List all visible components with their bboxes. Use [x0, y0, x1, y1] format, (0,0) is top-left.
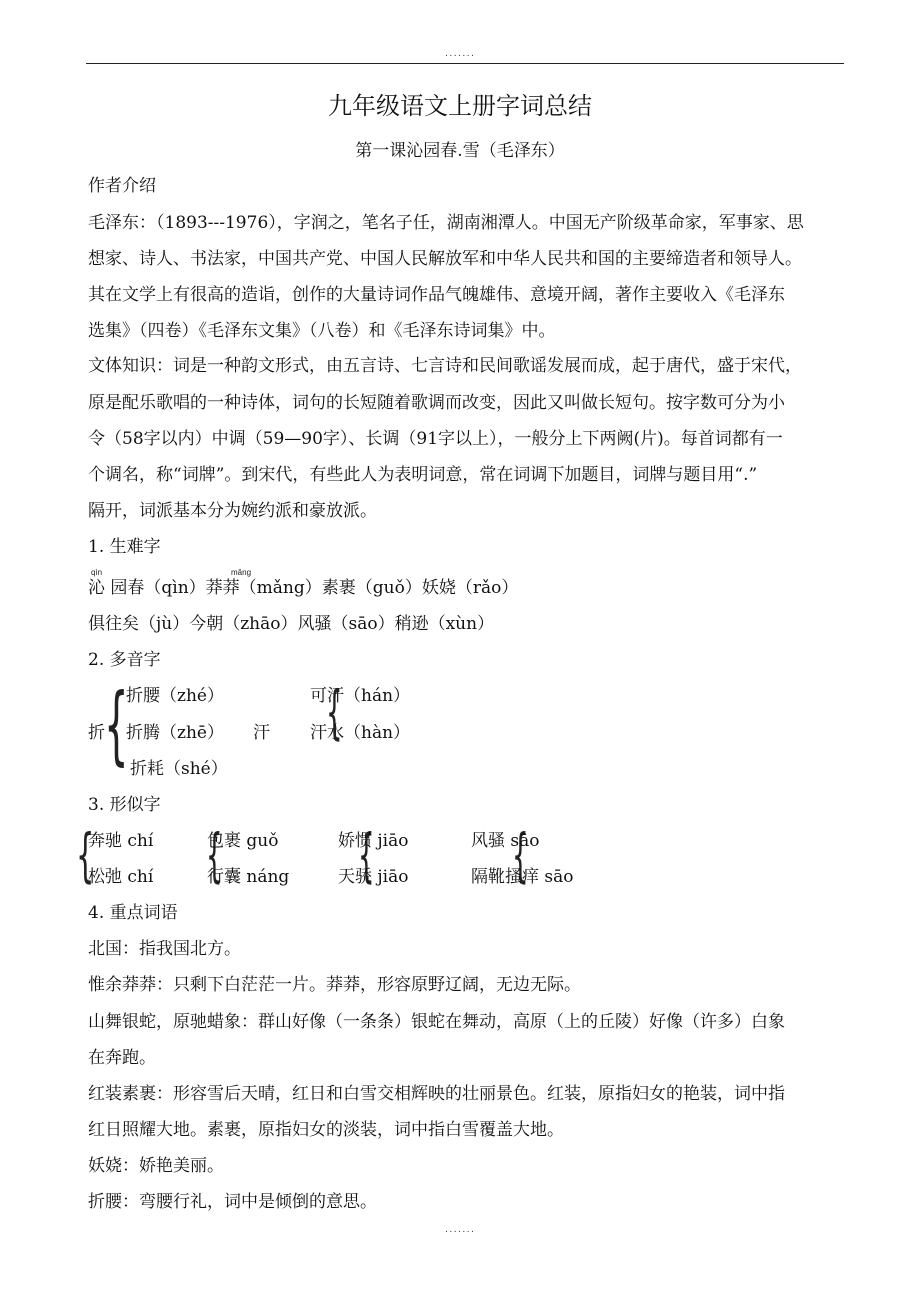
brace-group-3: {	[358, 821, 375, 889]
section4-heading: 4. 重点词语	[88, 903, 178, 923]
term-line-8: 折腰：弯腰行礼，词中是倾倒的意思。	[88, 1192, 377, 1212]
polyphone-han-head: 汗	[253, 723, 270, 743]
header-rule	[86, 63, 844, 64]
section3-heading: 3. 形似字	[88, 795, 161, 815]
section1-line-1: 沁 园春（qìn）莽莽（mǎng）素裹（guǒ）妖娆（rǎo）	[88, 578, 519, 598]
footer-dots: ·······	[444, 1226, 476, 1237]
author-line-3: 其在文学上有很高的造诣，创作的大量诗词作品气魄雄伟、意境开阔，著作主要收入《毛泽东	[88, 285, 785, 305]
similar-group1-b: 松弛 chí	[88, 867, 154, 887]
term-line-5: 红装素裹：形容雪后天晴，红日和白雪交相辉映的壮丽景色。红装，原指妇女的艳装，词中指	[88, 1084, 785, 1104]
polyphone-zhe-1: 折腰（zhé）	[126, 686, 224, 706]
author-heading: 作者介绍	[88, 176, 156, 196]
similar-group3-a: 娇惯 jiāo	[338, 831, 409, 851]
similar-group2-a: 包裹 guǒ	[207, 831, 279, 851]
polyphone-zhe-3: 折耗（shé）	[130, 759, 228, 779]
similar-group3-b: 天骄 jiāo	[338, 867, 409, 887]
ruby-qin: qìn	[91, 568, 103, 577]
ruby-mang: mǎng	[231, 568, 252, 577]
similar-group1-a: 奔驰 chí	[88, 831, 154, 851]
genre-line-2: 原是配乐歌唱的一种诗体，词句的长短随着歌调而改变，因此又叫做长短句。按字数可分为小	[88, 393, 785, 413]
genre-line-3: 令（58字以内）中调（59—90字）、长调（91字以上），一般分上下两阙(片)。每首词都有一	[88, 429, 783, 449]
similar-group2-b: 行囊 náng	[207, 867, 290, 887]
header-dots: ·······	[444, 50, 476, 61]
page-title: 九年级语文上册字词总结	[328, 92, 592, 120]
polyphone-zhe-2: 折腾（zhē）	[126, 723, 224, 743]
polyphone-zhe-head: 折	[88, 723, 105, 743]
brace-han: {	[326, 678, 343, 746]
author-line-2: 想家、诗人、书法家，中国共产党、中国人民解放军和中华人民共和国的主要缔造者和领导人。	[88, 249, 802, 269]
brace-group-2: {	[206, 821, 223, 889]
term-line-7: 妖娆：娇艳美丽。	[88, 1156, 224, 1176]
section2-heading: 2. 多音字	[88, 650, 161, 670]
term-line-2: 惟余莽莽：只剩下白茫茫一片。莽莽，形容原野辽阔，无边无际。	[88, 975, 581, 995]
genre-line-5: 隔开，词派基本分为婉约派和豪放派。	[88, 501, 377, 521]
author-line-1: 毛泽东：（1893---1976），字润之，笔名子任，湖南湘潭人。中国无产阶级革命家，军事家、思	[88, 213, 804, 233]
term-line-1: 北国：指我国北方。	[88, 939, 241, 959]
brace-zhe: {	[104, 675, 129, 775]
author-line-4: 选集》（四卷）《毛泽东文集》（八卷）和《毛泽东诗词集》中。	[88, 321, 556, 341]
polyphone-han-2: 汗水（hàn）	[310, 723, 411, 743]
lesson-title: 第一课沁园春.雪（毛泽东）	[355, 141, 565, 161]
genre-line-4: 个调名，称“词牌”。到宋代，有些此人为表明词意，常在词调下加题目，词牌与题目用“.”	[88, 465, 758, 485]
polyphone-han-1: 可汗（hán）	[310, 686, 411, 706]
brace-group-4: {	[512, 821, 529, 889]
term-line-3: 山舞银蛇，原驰蜡象：群山好像（一条条）银蛇在舞动，高原（上的丘陵）好像（许多）白象	[88, 1012, 785, 1032]
genre-line-1: 文体知识：词是一种韵文形式，由五言诗、七言诗和民间歌谣发展而成，起于唐代，盛于宋代，	[88, 356, 802, 376]
term-line-4: 在奔跑。	[88, 1048, 156, 1068]
similar-group4-b: 隔靴搔痒 sāo	[471, 867, 574, 887]
term-line-6: 红日照耀大地。素裹，原指妇女的淡装，词中指白雪覆盖大地。	[88, 1120, 564, 1140]
brace-group-1: {	[76, 821, 95, 889]
section1-line-2: 俱往矣（jù）今朝（zhāo）风骚（sāo）稍逊（xùn）	[88, 614, 495, 634]
similar-group4-a: 风骚 sāo	[471, 831, 540, 851]
section1-heading: 1. 生难字	[88, 537, 161, 557]
